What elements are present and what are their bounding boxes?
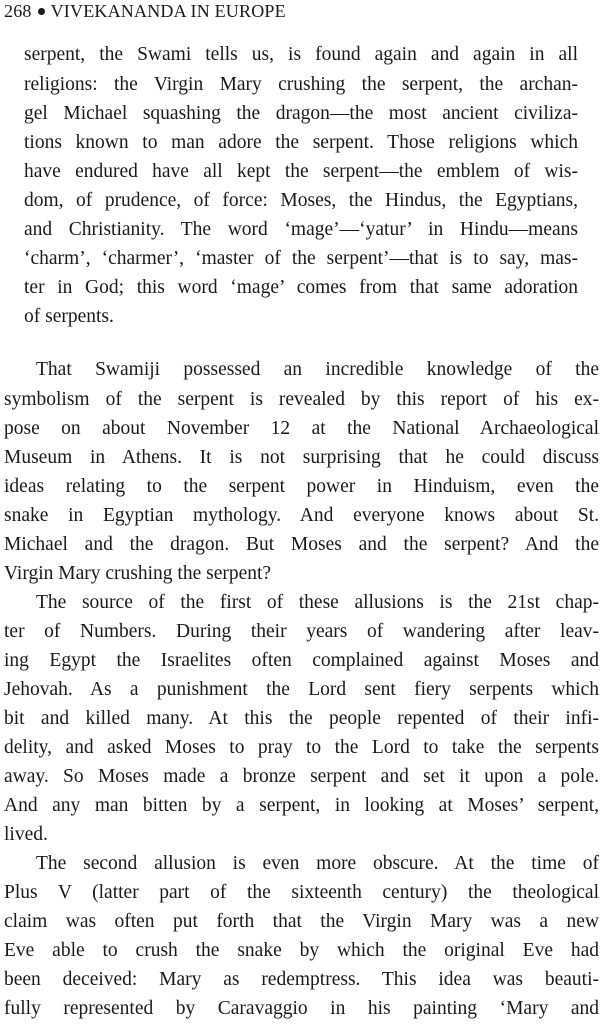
text-line: tions known to man adore the serpent. Those religions which [24, 132, 578, 153]
text-line: ter in God; this word ‘mage’ comes from that same adoration [24, 277, 578, 298]
text-line: lived. [4, 824, 48, 845]
text-line: Eve able to crush the snake by which the original Eve had [4, 940, 599, 961]
text-line: and Christianity. The word ‘mage’—‘yatur’ in Hindu—means [24, 219, 578, 240]
text-line: delity, and asked Moses to pray to the Lord to take the serpents [4, 737, 599, 758]
text-line: And any man bitten by a serpent, in looking at Moses’ serpent, [4, 795, 599, 816]
text-line: dom, of prudence, of force: Moses, the Hindus, the Egyptians, [24, 190, 578, 211]
text-line: been deceived: Mary as redemptress. This idea was beauti- [4, 969, 599, 990]
paragraph-first-line: That Swamiji possessed an incredible knowledge of the [36, 359, 599, 380]
text-line: pose on about November 12 at the National Archaeological [4, 418, 599, 439]
text-line: claim was often put forth that the Virgin Mary was a new [4, 911, 599, 932]
text-line: of serpents. [24, 306, 114, 327]
text-line: ter of Numbers. During their years of wandering after leav- [4, 621, 599, 642]
text-line: have endured have all kept the serpent—the emblem of wis- [24, 161, 578, 182]
paragraph-first-line: The second allusion is even more obscure. At the time of [36, 853, 599, 874]
running-head [4, 0, 286, 22]
text-line: ing Egypt the Israelites often complained against Moses and [4, 650, 599, 671]
text-line: ‘charm’, ‘charmer’, ‘master of the serpent’—that is to say, mas- [24, 248, 578, 269]
book-title: VIVEKANANDA IN EUROPE [50, 1, 286, 21]
text-line: Plus V (latter part of the sixteenth century) the theological [4, 882, 599, 903]
text-line: snake in Egyptian mythology. And everyone knows about St. [4, 505, 599, 526]
text-line: away. So Moses made a bronze serpent and set it upon a pole. [4, 766, 599, 787]
text-line: Museum in Athens. It is not surprising that he could discuss [4, 447, 599, 468]
text-line: Jehovah. As a punishment the Lord sent fiery serpents which [4, 679, 599, 700]
text-line: gel Michael squashing the dragon—the most ancient civiliza- [24, 103, 578, 124]
text-line: fully represented by Caravaggio in his painting ‘Mary and [4, 998, 599, 1019]
text-line: Virgin Mary crushing the serpent? [4, 563, 272, 584]
text-line: bit and killed many. At this the people repented of their infi- [4, 708, 599, 729]
text-line: ideas relating to the serpent power in Hinduism, even the [4, 476, 599, 497]
page-number: 268 [4, 1, 32, 21]
text-line: serpent, the Swami tells us, is found again and again in all [24, 44, 578, 65]
text-line: symbolism of the serpent is revealed by this report of his ex- [4, 389, 599, 410]
text-line: religions: the Virgin Mary crushing the serpent, the archan- [24, 74, 578, 95]
text-line: Michael and the dragon. But Moses and the serpent? And the [4, 534, 599, 555]
paragraph-first-line: The source of the first of these allusions is the 21st chap- [36, 592, 599, 613]
bullet-separator [38, 8, 45, 15]
